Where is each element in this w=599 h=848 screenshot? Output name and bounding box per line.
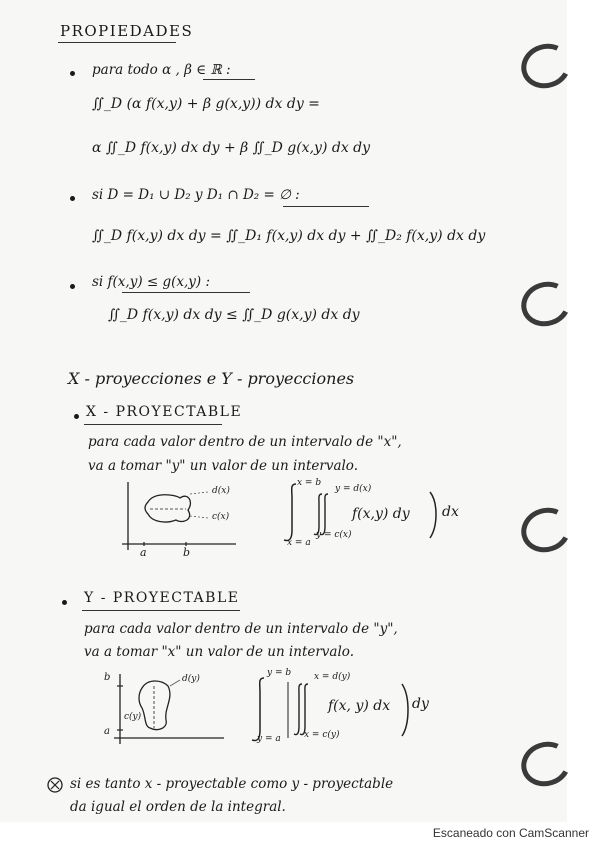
section-title: X - proyecciones e Y - proyecciones [68,369,355,388]
yproj-fig-a-label: a [104,726,110,737]
starred-note-icon [46,776,64,794]
xproj-outer-upper: x = b [297,478,322,488]
note-line2: da igual el orden de la integral. [70,799,286,815]
xproj-fig-bottom-label: c(x) [212,512,230,522]
binder-ring-4 [515,735,576,792]
yproj-desc2: va a tomar "x" un valor de un intervalo. [84,644,354,660]
intersection-underline [283,206,369,207]
xproj-title: X - PROYECTABLE [86,404,243,420]
prop3-line1: ∬_D f(x,y) dx dy ≤ ∬_D g(x,y) dx dy [108,307,360,323]
yproj-fig-b-label: b [104,672,111,683]
xproj-fig-a-label: a [140,546,147,559]
yproj-desc1: para cada valor dentro de un intervalo de "y", [84,621,398,637]
prop1-line1: ∬_D (α f(x,y) + β g(x,y)) dx dy = [92,96,320,112]
yproj-inner-upper: x = d(y) [314,672,351,682]
xproj-desc2: va a tomar "y" un valor de un intervalo. [88,458,358,474]
xproj-fig-top-label: d(x) [212,486,230,496]
yproj-fig-top-label: d(y) [182,674,200,684]
binder-ring-2 [515,275,576,332]
xproj-outer-differential: dx [442,504,459,520]
yproj-region-figure [104,668,234,748]
xproj-desc1: para cada valor dentro de un intervalo de "x", [88,434,402,450]
bullet [62,600,67,605]
prop3-intro: si f(x,y) ≤ g(x,y) : [92,274,211,290]
page-title: PROPIEDADES [60,22,194,40]
binder-ring-1 [515,37,576,94]
note-line1: si es tanto x - proyectable como y - proyectable [70,776,394,792]
xproj-title-underline [84,424,222,425]
prop2-line1: ∬_D f(x,y) dx dy = ∬_D₁ f(x,y) dx dy + ∬_D₂ f(x,y) dx dy [92,228,486,244]
xproj-inner-upper: y = d(x) [335,484,372,494]
yproj-outer-upper: y = b [267,668,292,678]
bullet [70,196,75,201]
xproj-fig-b-label: b [183,546,191,559]
xproj-outer-lower: x = a [287,538,311,548]
alpha-beta-underline [203,79,255,80]
scanner-watermark: Escaneado con CamScanner [432,826,589,840]
binder-ring-3 [515,501,576,558]
bullet [70,71,75,76]
inequality-underline [122,292,250,293]
title-underline [58,42,176,43]
yproj-inner-lower: x = c(y) [304,730,340,740]
bullet [70,284,75,289]
prop1-intro: para todo α , β ∈ ℝ : [92,62,231,78]
xproj-integrand: f(x,y) dy [352,506,410,522]
yproj-integrand: f(x, y) dx [328,698,391,714]
yproj-outer-lower: y = a [257,734,281,744]
yproj-title: Y - PROYECTABLE [84,590,240,606]
yproj-fig-left-label: c(y) [124,712,142,722]
yproj-outer-differential: dy [412,696,429,712]
xproj-inner-lower: y = c(x) [316,530,352,540]
prop2-intro: si D = D₁ ∪ D₂ y D₁ ∩ D₂ = ∅ : [92,187,300,203]
yproj-title-underline [82,610,240,611]
prop1-line2: α ∬_D f(x,y) dx dy + β ∬_D g(x,y) dx dy [92,140,371,156]
bullet [74,414,79,419]
